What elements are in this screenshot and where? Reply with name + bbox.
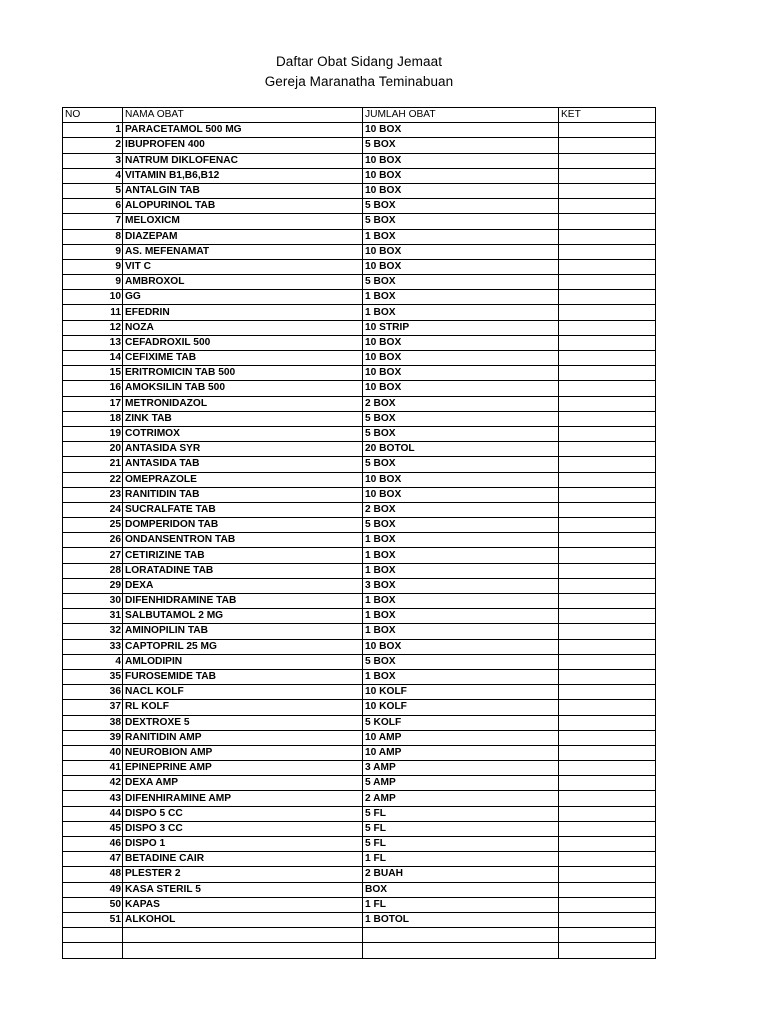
cell-no[interactable]: 13 [63, 335, 123, 350]
cell-no[interactable]: 3 [63, 153, 123, 168]
cell-ket[interactable] [559, 943, 656, 958]
cell-no[interactable]: 49 [63, 882, 123, 897]
cell-ket[interactable] [559, 442, 656, 457]
cell-no[interactable]: 44 [63, 806, 123, 821]
cell-ket[interactable] [559, 548, 656, 563]
cell-name[interactable]: NOZA [123, 320, 363, 335]
cell-ket[interactable] [559, 563, 656, 578]
cell-qty[interactable]: 2 AMP [363, 791, 559, 806]
cell-name[interactable]: KASA STERIL 5 [123, 882, 363, 897]
cell-ket[interactable] [559, 472, 656, 487]
table-row [63, 168, 656, 183]
cell-no[interactable]: 11 [63, 305, 123, 320]
cell-ket[interactable] [559, 305, 656, 320]
cell-name[interactable]: SUCRALFATE TAB [123, 502, 363, 517]
document-title: Daftar Obat Sidang Jemaat [275, 54, 443, 69]
cell-ket[interactable] [559, 609, 656, 624]
table-row [63, 943, 656, 958]
cell-no[interactable]: 25 [63, 518, 123, 533]
cell-qty[interactable]: 2 BOX [363, 502, 559, 517]
cell-name[interactable]: PLESTER 2 [123, 867, 363, 882]
cell-name[interactable]: AMINOPILIN TAB [123, 624, 363, 639]
cell-no[interactable]: 36 [63, 685, 123, 700]
table-row [63, 776, 656, 791]
cell-no[interactable]: 22 [63, 472, 123, 487]
document-subtitle: Gereja Maranatha Teminabuan [264, 74, 454, 89]
cell-name[interactable]: NEUROBION AMP [123, 745, 363, 760]
cell-no[interactable]: 5 [63, 183, 123, 198]
table-row [63, 199, 656, 214]
cell-name[interactable]: CEFIXIME TAB [123, 351, 363, 366]
cell-ket[interactable] [559, 426, 656, 441]
cell-no[interactable]: 15 [63, 366, 123, 381]
cell-no[interactable]: 1 [63, 123, 123, 138]
table-row [63, 396, 656, 411]
cell-no[interactable]: 48 [63, 867, 123, 882]
cell-ket[interactable] [559, 229, 656, 244]
cell-qty[interactable]: 10 BOX [363, 244, 559, 259]
cell-ket[interactable] [559, 730, 656, 745]
cell-name[interactable]: ALKOHOL [123, 912, 363, 927]
cell-qty[interactable]: 1 BOX [363, 594, 559, 609]
cell-ket[interactable] [559, 715, 656, 730]
cell-no[interactable]: 46 [63, 837, 123, 852]
cell-name[interactable]: DISPO 1 [123, 837, 363, 852]
table-row [63, 533, 656, 548]
cell-ket[interactable] [559, 791, 656, 806]
cell-ket[interactable] [559, 381, 656, 396]
cell-no[interactable]: 19 [63, 426, 123, 441]
table-row [63, 578, 656, 593]
cell-ket[interactable] [559, 745, 656, 760]
cell-no[interactable]: 35 [63, 669, 123, 684]
cell-no[interactable] [63, 943, 123, 958]
table-row [63, 745, 656, 760]
cell-no[interactable]: 40 [63, 745, 123, 760]
cell-name[interactable]: DEXA [123, 578, 363, 593]
cell-qty[interactable]: 5 BOX [363, 214, 559, 229]
table-row [63, 639, 656, 654]
cell-no[interactable]: 14 [63, 351, 123, 366]
cell-ket[interactable] [559, 168, 656, 183]
table-row [63, 912, 656, 927]
cell-no[interactable]: 50 [63, 897, 123, 912]
table-row [63, 791, 656, 806]
table-row [63, 594, 656, 609]
cell-qty[interactable]: 3 BOX [363, 578, 559, 593]
cell-qty[interactable]: 10 BOX [363, 259, 559, 274]
cell-ket[interactable] [559, 138, 656, 153]
cell-no[interactable]: 24 [63, 502, 123, 517]
cell-no[interactable]: 47 [63, 852, 123, 867]
cell-qty[interactable]: 10 BOX [363, 639, 559, 654]
cell-no[interactable]: 9 [63, 259, 123, 274]
cell-no[interactable]: 30 [63, 594, 123, 609]
table-row [63, 730, 656, 745]
cell-qty[interactable]: 10 BOX [363, 153, 559, 168]
cell-ket[interactable] [559, 153, 656, 168]
cell-name[interactable]: IBUPROFEN 400 [123, 138, 363, 153]
cell-ket[interactable] [559, 837, 656, 852]
table-row [63, 366, 656, 381]
cell-ket[interactable] [559, 821, 656, 836]
cell-name[interactable]: AMBROXOL [123, 275, 363, 290]
cell-no[interactable]: 6 [63, 199, 123, 214]
cell-name[interactable]: DIAZEPAM [123, 229, 363, 244]
cell-ket[interactable] [559, 259, 656, 274]
cell-qty[interactable]: 10 BOX [363, 472, 559, 487]
cell-name[interactable]: DISPO 3 CC [123, 821, 363, 836]
cell-ket[interactable] [559, 852, 656, 867]
cell-qty[interactable]: 1 BOTOL [363, 912, 559, 927]
cell-ket[interactable] [559, 457, 656, 472]
cell-no[interactable]: 23 [63, 487, 123, 502]
cell-name[interactable]: CETIRIZINE TAB [123, 548, 363, 563]
cell-no[interactable]: 4 [63, 168, 123, 183]
table-row [63, 123, 656, 138]
cell-qty[interactable]: 1 BOX [363, 563, 559, 578]
document-header [0, 52, 718, 92]
cell-qty[interactable]: 10 BOX [363, 487, 559, 502]
cell-qty[interactable]: 5 BOX [363, 275, 559, 290]
cell-ket[interactable] [559, 897, 656, 912]
cell-ket[interactable] [559, 624, 656, 639]
cell-no[interactable]: 18 [63, 411, 123, 426]
cell-qty[interactable]: 5 BOX [363, 654, 559, 669]
table-row [63, 852, 656, 867]
cell-name[interactable]: GG [123, 290, 363, 305]
cell-name[interactable] [123, 943, 363, 958]
cell-ket[interactable] [559, 928, 656, 943]
cell-qty[interactable]: 10 STRIP [363, 320, 559, 335]
column-header-ket[interactable]: KET [559, 108, 656, 123]
table-row [63, 882, 656, 897]
cell-ket[interactable] [559, 351, 656, 366]
column-header-qty[interactable]: JUMLAH OBAT [363, 108, 559, 123]
cell-no[interactable]: 2 [63, 138, 123, 153]
cell-name[interactable]: KAPAS [123, 897, 363, 912]
cell-qty[interactable]: 5 FL [363, 806, 559, 821]
cell-qty[interactable]: 1 BOX [363, 609, 559, 624]
cell-ket[interactable] [559, 411, 656, 426]
cell-qty[interactable]: 10 BOX [363, 381, 559, 396]
cell-qty[interactable]: 1 BOX [363, 548, 559, 563]
table-row [63, 806, 656, 821]
cell-qty[interactable]: 10 BOX [363, 183, 559, 198]
cell-ket[interactable] [559, 502, 656, 517]
cell-no[interactable]: 7 [63, 214, 123, 229]
cell-no[interactable]: 21 [63, 457, 123, 472]
cell-no[interactable]: 41 [63, 761, 123, 776]
cell-name[interactable]: CEFADROXIL 500 [123, 335, 363, 350]
cell-name[interactable]: FUROSEMIDE TAB [123, 669, 363, 684]
cell-name[interactable] [123, 928, 363, 943]
cell-ket[interactable] [559, 882, 656, 897]
cell-qty[interactable]: 5 BOX [363, 199, 559, 214]
cell-ket[interactable] [559, 244, 656, 259]
table-row [63, 153, 656, 168]
table-row [63, 457, 656, 472]
table-row [63, 837, 656, 852]
cell-name[interactable]: MELOXICM [123, 214, 363, 229]
cell-ket[interactable] [559, 533, 656, 548]
table-row [63, 669, 656, 684]
cell-name[interactable]: OMEPRAZOLE [123, 472, 363, 487]
cell-no[interactable]: 28 [63, 563, 123, 578]
cell-name[interactable]: BETADINE CAIR [123, 852, 363, 867]
cell-no[interactable]: 12 [63, 320, 123, 335]
cell-no[interactable]: 26 [63, 533, 123, 548]
cell-qty[interactable]: 1 BOX [363, 533, 559, 548]
cell-name[interactable]: NACL KOLF [123, 685, 363, 700]
cell-no[interactable] [63, 928, 123, 943]
cell-name[interactable]: VIT C [123, 259, 363, 274]
cell-qty[interactable]: 2 BOX [363, 396, 559, 411]
cell-qty[interactable]: 10 KOLF [363, 685, 559, 700]
cell-ket[interactable] [559, 761, 656, 776]
cell-ket[interactable] [559, 366, 656, 381]
table-row [63, 761, 656, 776]
cell-qty[interactable]: 10 BOX [363, 168, 559, 183]
cell-no[interactable]: 9 [63, 275, 123, 290]
cell-qty[interactable]: 1 BOX [363, 305, 559, 320]
cell-qty[interactable]: 10 AMP [363, 730, 559, 745]
table-row [63, 700, 656, 715]
cell-qty[interactable]: 1 BOX [363, 290, 559, 305]
cell-qty[interactable]: 5 BOX [363, 426, 559, 441]
cell-ket[interactable] [559, 912, 656, 927]
table-row [63, 897, 656, 912]
cell-no[interactable]: 37 [63, 700, 123, 715]
cell-name[interactable]: DEXA AMP [123, 776, 363, 791]
cell-ket[interactable] [559, 639, 656, 654]
cell-qty[interactable] [363, 943, 559, 958]
cell-qty[interactable] [363, 928, 559, 943]
cell-no[interactable]: 31 [63, 609, 123, 624]
cell-name[interactable]: DEXTROXE 5 [123, 715, 363, 730]
cell-name[interactable]: AS. MEFENAMAT [123, 244, 363, 259]
cell-qty[interactable]: 5 FL [363, 837, 559, 852]
cell-no[interactable]: 38 [63, 715, 123, 730]
cell-no[interactable]: 39 [63, 730, 123, 745]
cell-ket[interactable] [559, 487, 656, 502]
table-row [63, 715, 656, 730]
table-row [63, 426, 656, 441]
cell-name[interactable]: DISPO 5 CC [123, 806, 363, 821]
cell-qty[interactable]: 5 AMP [363, 776, 559, 791]
cell-name[interactable]: ZINK TAB [123, 411, 363, 426]
cell-name[interactable]: RANITIDIN TAB [123, 487, 363, 502]
cell-ket[interactable] [559, 183, 656, 198]
table-row [63, 229, 656, 244]
cell-ket[interactable] [559, 867, 656, 882]
cell-qty[interactable]: 5 BOX [363, 457, 559, 472]
cell-name[interactable]: VITAMIN B1,B6,B12 [123, 168, 363, 183]
cell-ket[interactable] [559, 654, 656, 669]
table-row [63, 563, 656, 578]
table-row [63, 351, 656, 366]
cell-no[interactable]: 27 [63, 548, 123, 563]
cell-no[interactable]: 9 [63, 244, 123, 259]
cell-ket[interactable] [559, 199, 656, 214]
cell-ket[interactable] [559, 214, 656, 229]
table-row [63, 381, 656, 396]
table-row [63, 624, 656, 639]
cell-name[interactable]: DIFENHIDRAMINE TAB [123, 594, 363, 609]
cell-qty[interactable]: 3 AMP [363, 761, 559, 776]
cell-name[interactable]: SALBUTAMOL 2 MG [123, 609, 363, 624]
cell-ket[interactable] [559, 335, 656, 350]
table-row [63, 821, 656, 836]
table-row [63, 472, 656, 487]
table-row [63, 518, 656, 533]
cell-no[interactable]: 29 [63, 578, 123, 593]
cell-qty[interactable]: 1 BOX [363, 229, 559, 244]
medicine-table [62, 107, 656, 959]
cell-no[interactable]: 45 [63, 821, 123, 836]
table-header-row [63, 108, 656, 123]
table-row [63, 867, 656, 882]
table-row [63, 275, 656, 290]
cell-name[interactable]: ONDANSENTRON TAB [123, 533, 363, 548]
cell-name[interactable]: AMLODIPIN [123, 654, 363, 669]
cell-ket[interactable] [559, 578, 656, 593]
cell-name[interactable]: CAPTOPRIL 25 MG [123, 639, 363, 654]
table-row [63, 609, 656, 624]
cell-no[interactable]: 17 [63, 396, 123, 411]
cell-name[interactable]: LORATADINE TAB [123, 563, 363, 578]
table-row [63, 442, 656, 457]
cell-qty[interactable]: 10 BOX [363, 351, 559, 366]
cell-ket[interactable] [559, 123, 656, 138]
table-row [63, 259, 656, 274]
table-row [63, 685, 656, 700]
table-row [63, 502, 656, 517]
cell-qty[interactable]: 5 BOX [363, 138, 559, 153]
cell-ket[interactable] [559, 275, 656, 290]
cell-name[interactable]: EFEDRIN [123, 305, 363, 320]
cell-name[interactable]: ALOPURINOL TAB [123, 199, 363, 214]
table-row [63, 335, 656, 350]
cell-name[interactable]: COTRIMOX [123, 426, 363, 441]
cell-name[interactable]: PARACETAMOL 500 MG [123, 123, 363, 138]
cell-ket[interactable] [559, 320, 656, 335]
cell-qty[interactable]: 10 AMP [363, 745, 559, 760]
cell-qty[interactable]: 5 BOX [363, 518, 559, 533]
table-row [63, 320, 656, 335]
cell-no[interactable]: 8 [63, 229, 123, 244]
column-header-name[interactable]: NAMA OBAT [123, 108, 363, 123]
cell-qty[interactable]: 10 BOX [363, 366, 559, 381]
cell-qty[interactable]: 1 BOX [363, 669, 559, 684]
cell-name[interactable]: DOMPERIDON TAB [123, 518, 363, 533]
cell-ket[interactable] [559, 290, 656, 305]
cell-no[interactable]: 32 [63, 624, 123, 639]
cell-name[interactable]: ANTASIDA SYR [123, 442, 363, 457]
cell-qty[interactable]: 1 BOX [363, 624, 559, 639]
cell-ket[interactable] [559, 396, 656, 411]
cell-qty[interactable]: 1 FL [363, 897, 559, 912]
table-row [63, 928, 656, 943]
cell-name[interactable]: METRONIDAZOL [123, 396, 363, 411]
cell-qty[interactable]: 5 BOX [363, 411, 559, 426]
cell-name[interactable]: NATRUM DIKLOFENAC [123, 153, 363, 168]
cell-ket[interactable] [559, 669, 656, 684]
cell-no[interactable]: 10 [63, 290, 123, 305]
cell-qty[interactable]: 10 KOLF [363, 700, 559, 715]
cell-qty[interactable]: BOX [363, 882, 559, 897]
cell-qty[interactable]: 20 BOTOL [363, 442, 559, 457]
cell-ket[interactable] [559, 700, 656, 715]
table-row [63, 654, 656, 669]
cell-qty[interactable]: 5 KOLF [363, 715, 559, 730]
table-row [63, 290, 656, 305]
cell-qty[interactable]: 5 FL [363, 821, 559, 836]
cell-name[interactable]: ANTASIDA TAB [123, 457, 363, 472]
cell-qty[interactable]: 2 BUAH [363, 867, 559, 882]
cell-ket[interactable] [559, 806, 656, 821]
cell-name[interactable]: RL KOLF [123, 700, 363, 715]
table-row [63, 138, 656, 153]
cell-qty[interactable]: 10 BOX [363, 123, 559, 138]
cell-qty[interactable]: 1 FL [363, 852, 559, 867]
table-row [63, 183, 656, 198]
cell-no[interactable]: 33 [63, 639, 123, 654]
table-row [63, 214, 656, 229]
table-row [63, 244, 656, 259]
cell-qty[interactable]: 10 BOX [363, 335, 559, 350]
cell-name[interactable]: EPINEPRINE AMP [123, 761, 363, 776]
column-header-no[interactable]: NO [63, 108, 123, 123]
cell-no[interactable]: 20 [63, 442, 123, 457]
table-row [63, 487, 656, 502]
table-row [63, 548, 656, 563]
cell-name[interactable]: AMOKSILIN TAB 500 [123, 381, 363, 396]
cell-no[interactable]: 51 [63, 912, 123, 927]
cell-no[interactable]: 4 [63, 654, 123, 669]
cell-ket[interactable] [559, 594, 656, 609]
cell-no[interactable]: 16 [63, 381, 123, 396]
cell-ket[interactable] [559, 776, 656, 791]
cell-name[interactable]: ANTALGIN TAB [123, 183, 363, 198]
table-row [63, 411, 656, 426]
cell-name[interactable]: ERITROMICIN TAB 500 [123, 366, 363, 381]
cell-name[interactable]: RANITIDIN AMP [123, 730, 363, 745]
table-row [63, 305, 656, 320]
cell-name[interactable]: DIFENHIRAMINE AMP [123, 791, 363, 806]
cell-no[interactable]: 43 [63, 791, 123, 806]
cell-no[interactable]: 42 [63, 776, 123, 791]
cell-ket[interactable] [559, 518, 656, 533]
cell-ket[interactable] [559, 685, 656, 700]
